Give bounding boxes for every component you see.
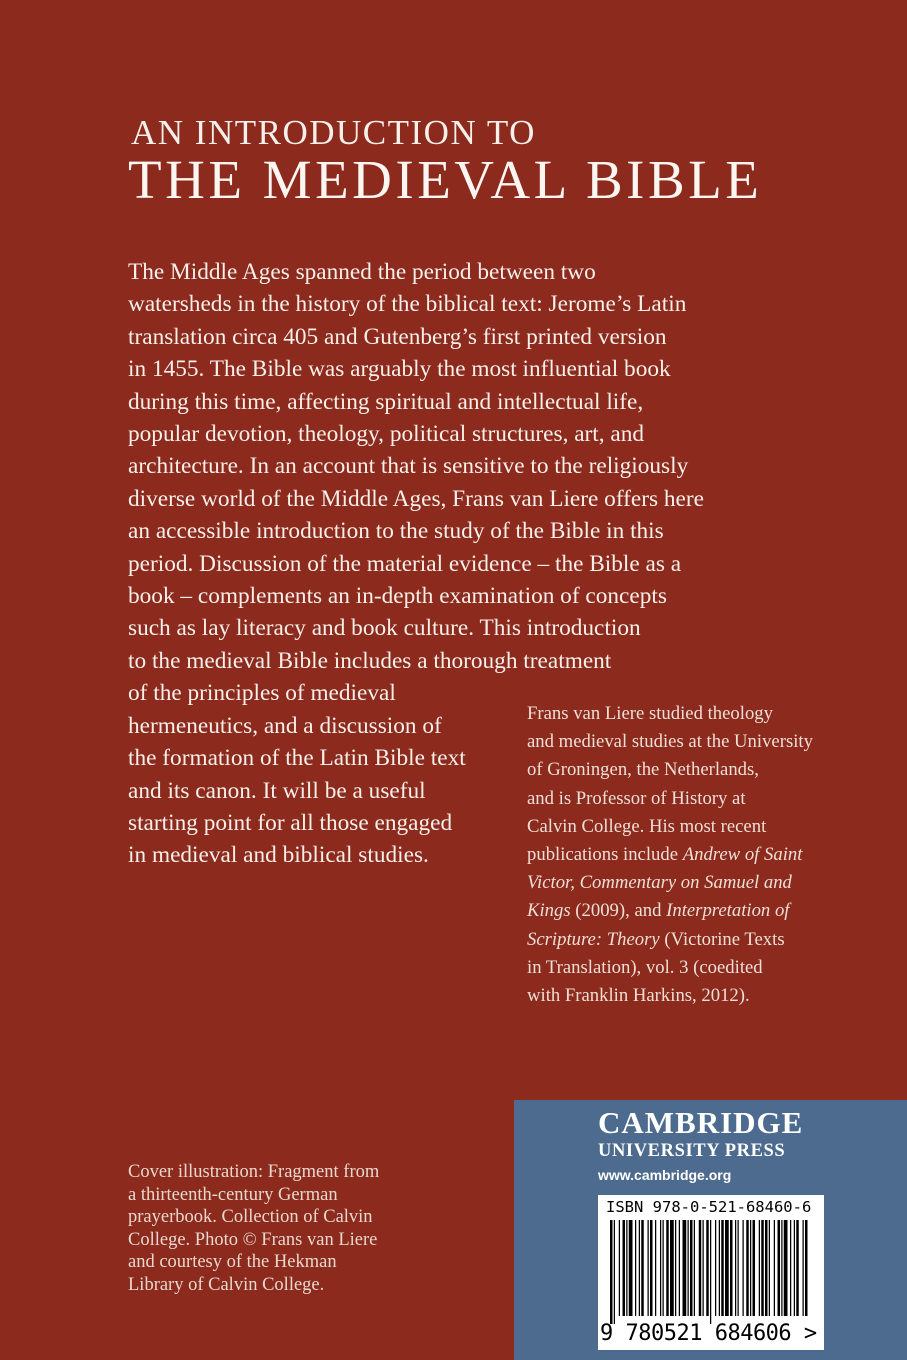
description-line: in medieval and biblical studies. <box>128 842 429 869</box>
barcode-bar <box>670 1220 674 1316</box>
description-line: The Middle Ages spanned the period between two <box>128 259 596 285</box>
bio-line: and medieval studies at the University <box>527 731 813 753</box>
barcode-bar <box>629 1220 633 1316</box>
barcode-bar <box>765 1220 768 1316</box>
work-title: Kings <box>527 900 571 922</box>
barcode-bar <box>750 1220 751 1316</box>
barcode-bar <box>675 1220 676 1316</box>
bio-line: of Groningen, the Netherlands, <box>527 759 759 781</box>
barcode-bar <box>683 1220 687 1316</box>
work-title: Victor, Commentary on Samuel and <box>527 872 792 894</box>
barcode-bar <box>738 1220 739 1316</box>
barcode-bar <box>610 1220 613 1324</box>
barcode-bar <box>778 1220 781 1316</box>
barcode-bar <box>635 1220 636 1316</box>
description-line: architecture. In an account that is sensitive to the religiously <box>128 453 689 480</box>
bio-text: (2009), and <box>570 900 667 922</box>
work-title: Scripture: Theory <box>527 928 660 950</box>
description-line: of the principles of medieval <box>128 680 396 707</box>
description-line: period. Discussion of the material evidence – the Bible as a <box>128 550 682 577</box>
book-title: THE MEDIEVAL BIBLE <box>128 149 763 210</box>
credit-line: Cover illustration: Fragment from <box>128 1162 380 1182</box>
barcode-bar <box>784 1220 788 1316</box>
bio-line <box>527 926 813 954</box>
bio-text: publications include <box>527 844 679 866</box>
barcode-bar <box>794 1220 795 1316</box>
ean-digits: 9 780521 684606 > <box>600 1321 817 1346</box>
barcode-bar <box>715 1220 716 1316</box>
publisher-url: www.cambridge.org <box>598 1167 732 1183</box>
barcode-bar <box>730 1220 733 1316</box>
isbn-label: ISBN 978-0-521-68460-6 <box>606 1198 812 1216</box>
description-line: watersheds in the history of the biblical text: Jerome’s Latin <box>128 291 687 318</box>
description-line: popular devotion, theology, political structures, art, and <box>128 421 645 448</box>
bio-line: Calvin College. His most recent <box>527 815 767 837</box>
barcode-bar <box>759 1220 760 1316</box>
description-line: the formation of the Latin Bible text <box>128 745 466 772</box>
subtitle: AN INTRODUCTION TO <box>131 113 536 152</box>
barcode-bar <box>694 1220 695 1316</box>
barcode-bar <box>790 1220 791 1316</box>
barcode-bar <box>663 1220 664 1316</box>
barcode-bar <box>703 1220 704 1316</box>
barcode-bar <box>761 1220 764 1316</box>
barcode-bar <box>641 1220 644 1316</box>
description-line: such as lay literacy and book culture. This introduction <box>128 615 641 642</box>
barcode-box <box>598 1195 824 1350</box>
barcode-bar <box>721 1220 724 1316</box>
publisher-name: CAMBRIDGE <box>598 1105 804 1140</box>
credit-line: College. Photo © Frans van Liere <box>128 1229 378 1250</box>
bio-line: Frans van Liere studied theology <box>527 703 773 724</box>
barcode-bar <box>639 1220 640 1316</box>
barcode-bar <box>796 1220 799 1316</box>
barcode-bar <box>623 1220 626 1316</box>
description-line: translation circa 405 and Gutenberg’s first printed version <box>128 323 667 350</box>
author-bio <box>527 700 813 1010</box>
barcode-bar <box>648 1220 649 1316</box>
barcode-bar <box>660 1220 661 1316</box>
barcode-bar <box>725 1220 729 1316</box>
barcode-icon <box>610 1220 810 1324</box>
barcode-bar <box>706 1220 709 1316</box>
description-line: to the medieval Bible includes a thorough treatment <box>128 647 612 674</box>
publisher-subname: UNIVERSITY PRESS <box>598 1141 786 1161</box>
work-title: Andrew of Saint <box>682 844 803 866</box>
bio-line <box>527 841 813 869</box>
barcode-bar <box>666 1220 669 1316</box>
barcode-bar <box>690 1220 693 1316</box>
bio-text: (Victorine Texts <box>659 928 785 950</box>
publisher-panel <box>514 1100 907 1360</box>
description-line: in 1455. The Bible was arguably the most influential book <box>128 356 671 383</box>
barcode-bar <box>774 1220 775 1316</box>
barcode-bar <box>679 1220 680 1316</box>
barcode-bar <box>769 1220 770 1316</box>
barcode-bar <box>781 1220 782 1316</box>
barcode-bar <box>803 1220 804 1316</box>
barcode-bar <box>688 1220 689 1316</box>
bio-line <box>527 897 813 925</box>
description-line: hermeneutics, and a discussion of <box>128 712 442 739</box>
barcode-bar <box>746 1220 749 1316</box>
barcode-bar <box>805 1220 808 1316</box>
barcode-bar <box>743 1220 744 1316</box>
credit-line: prayerbook. Collection of Calvin <box>128 1207 373 1228</box>
barcode-bar <box>614 1220 615 1324</box>
barcode-bar <box>650 1220 653 1316</box>
bio-line: with Franklin Harkins, 2012). <box>527 985 750 1007</box>
credit-line: Library of Calvin College. <box>128 1274 325 1295</box>
barcode-bar <box>753 1220 756 1316</box>
description-line: during this time, affecting spiritual and intellectual life, <box>128 388 644 415</box>
barcode-bar <box>699 1220 702 1316</box>
credit-line: a thirteenth-century German <box>128 1184 338 1205</box>
credit-line: and courtesy of the Hekman <box>128 1252 337 1273</box>
barcode-bar <box>619 1220 620 1316</box>
barcode-bar <box>710 1220 711 1324</box>
description-line: book – complements an in-depth examination of concepts <box>128 583 667 610</box>
bio-line: and is Professor of History at <box>527 787 746 809</box>
bio-line <box>527 869 813 897</box>
description-line: an accessible introduction to the study of the Bible in this <box>128 518 664 545</box>
barcode-bar <box>735 1220 736 1316</box>
cover-credit <box>128 1161 379 1297</box>
description-line: and its canon. It will be a useful <box>128 777 426 804</box>
barcode-bar <box>719 1220 720 1316</box>
barcode-bar <box>655 1220 656 1316</box>
work-title: Interpretation of <box>666 900 790 922</box>
description-line: starting point for all those engaged <box>128 809 453 836</box>
barcode-bar <box>626 1220 627 1316</box>
bio-line: in Translation), vol. 3 (coedited <box>527 956 763 978</box>
description-line: diverse world of the Middle Ages, Frans van Liere offers here <box>128 485 704 512</box>
